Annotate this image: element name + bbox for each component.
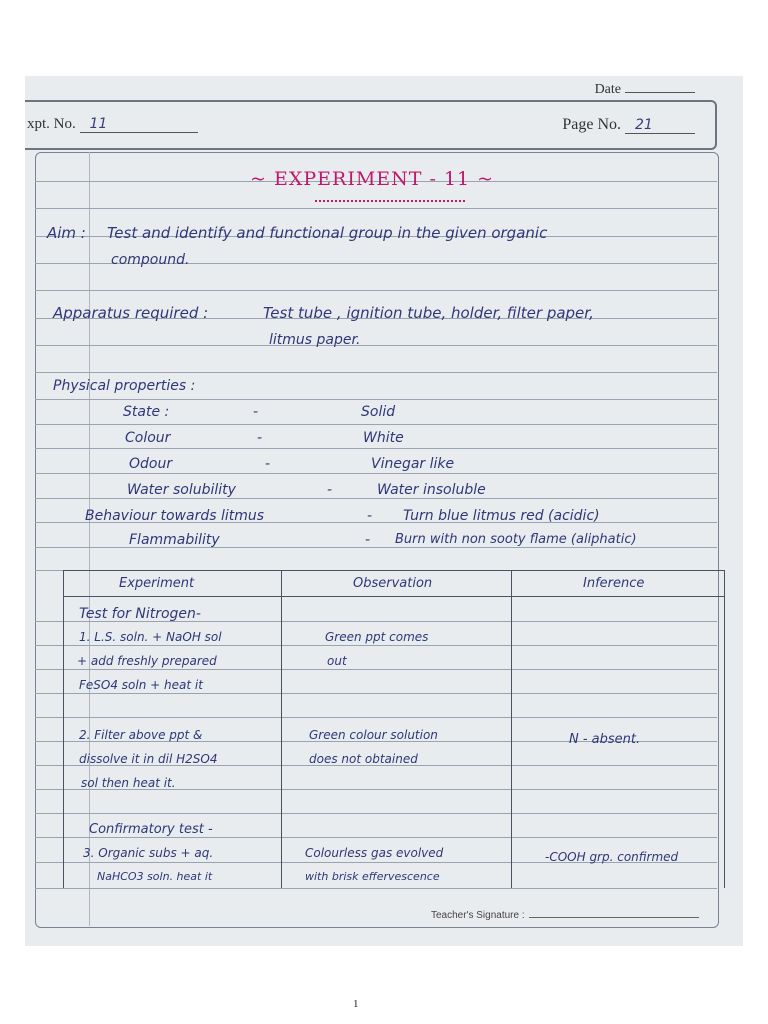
exp3-line-2: NaHCO3 soln. heat it bbox=[97, 870, 213, 883]
prop-value-odour: Vinegar like bbox=[371, 456, 455, 472]
physical-heading: Physical properties : bbox=[53, 378, 196, 394]
obs1-line-1: Green ppt comes bbox=[325, 630, 429, 644]
apparatus-line-2: litmus paper. bbox=[269, 332, 361, 348]
col-header-experiment: Experiment bbox=[119, 576, 195, 591]
prop-name-flammability: Flammability bbox=[129, 532, 220, 548]
teacher-signature bbox=[431, 910, 699, 921]
prop-dash-state: - bbox=[253, 404, 259, 420]
prop-name-colour: Colour bbox=[125, 430, 171, 446]
prop-name-odour: Odour bbox=[129, 456, 173, 472]
page-label: Page No. bbox=[562, 116, 621, 133]
prop-value-colour: White bbox=[363, 430, 404, 446]
expt-label: xpt. No. bbox=[27, 116, 76, 132]
exp2-line-3: sol then heat it. bbox=[81, 776, 176, 790]
date-label: Date bbox=[594, 82, 621, 97]
notebook-page bbox=[25, 76, 743, 946]
exp3-line-1: 3. Organic subs + aq. bbox=[83, 846, 214, 860]
col-header-observation: Observation bbox=[353, 576, 433, 591]
aim-line-1: Test and identify and functional group in the given organic bbox=[107, 224, 548, 242]
page-header bbox=[25, 76, 743, 156]
apparatus-line-1: Test tube , ignition tube, holder, filter paper, bbox=[263, 304, 594, 322]
exp2-line-2: dissolve it in dil H2SO4 bbox=[79, 752, 218, 766]
experiment-title: ~ EXPERIMENT - 11 ~ bbox=[250, 168, 495, 190]
obs3-line-1: Colourless gas evolved bbox=[305, 846, 444, 860]
exp2-line-1: 2. Filter above ppt & bbox=[79, 728, 203, 742]
aim-line-2: compound. bbox=[111, 252, 190, 268]
prop-dash-odour: - bbox=[265, 456, 271, 472]
prop-dash-litmus: - bbox=[367, 508, 373, 524]
prop-dash-colour: - bbox=[257, 430, 263, 446]
prop-value-state: Solid bbox=[361, 404, 396, 420]
page-value: 21 bbox=[625, 117, 695, 134]
prop-dash-flammability: - bbox=[365, 532, 371, 548]
obs1-line-2: out bbox=[327, 654, 347, 668]
expt-number bbox=[27, 116, 198, 133]
inf2: N - absent. bbox=[569, 732, 641, 747]
exp1-line-2: + add freshly prepared bbox=[77, 654, 217, 668]
obs2-line-2: does not obtained bbox=[309, 752, 418, 766]
section-heading-nitrogen: Test for Nitrogen- bbox=[79, 606, 201, 622]
prop-name-solubility: Water solubility bbox=[127, 482, 236, 498]
prop-value-solubility: Water insoluble bbox=[377, 482, 486, 498]
apparatus-label: Apparatus required : bbox=[53, 304, 209, 322]
document-page-number: 1 bbox=[353, 998, 359, 1010]
expt-value: 11 bbox=[80, 116, 198, 133]
aim-label: Aim : bbox=[47, 224, 86, 242]
prop-name-state: State : bbox=[123, 404, 170, 420]
obs2-line-1: Green colour solution bbox=[309, 728, 438, 742]
inf3: -COOH grp. confirmed bbox=[545, 850, 679, 864]
exp1-line-3: FeSO4 soln + heat it bbox=[79, 678, 203, 692]
section-heading-confirmatory: Confirmatory test - bbox=[89, 822, 213, 837]
date-field bbox=[595, 82, 695, 98]
title-underline bbox=[315, 194, 465, 202]
col-header-inference: Inference bbox=[583, 576, 645, 591]
obs3-line-2: with brisk effervescence bbox=[305, 870, 440, 883]
exp1-line-1: 1. L.S. soln. + NaOH sol bbox=[79, 630, 222, 644]
page-number-field bbox=[562, 116, 695, 134]
prop-value-flammability: Burn with non sooty flame (aliphatic) bbox=[395, 532, 637, 547]
prop-value-litmus: Turn blue litmus red (acidic) bbox=[403, 508, 600, 524]
prop-dash-solubility: - bbox=[327, 482, 333, 498]
signature-label: Teacher's Signature : bbox=[431, 910, 525, 921]
prop-name-litmus: Behaviour towards litmus bbox=[85, 508, 265, 524]
